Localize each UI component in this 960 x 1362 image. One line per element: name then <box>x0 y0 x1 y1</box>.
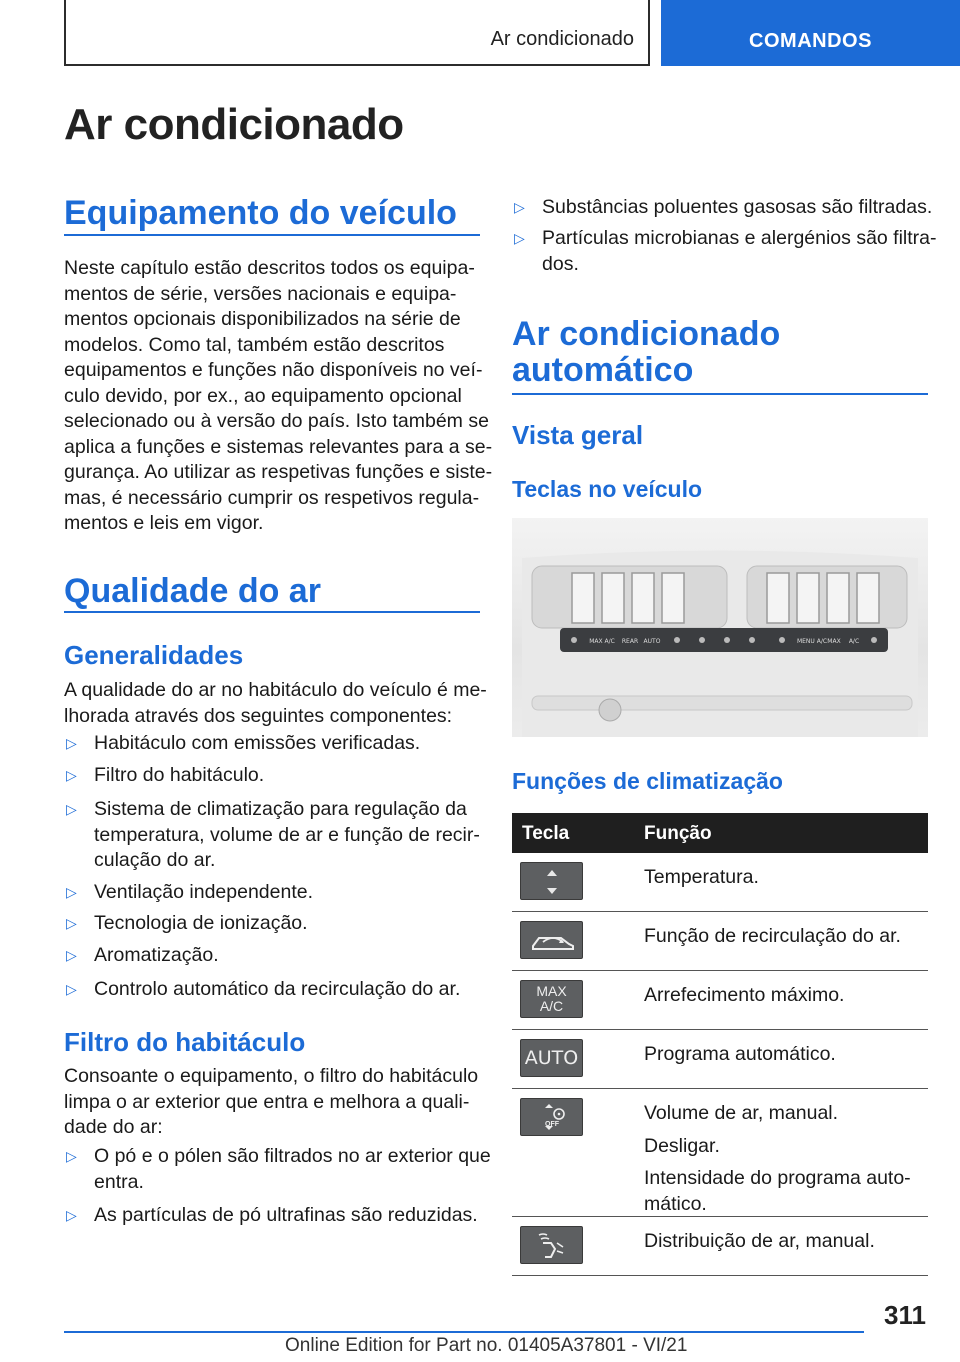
function-text: Distribuição de ar, manual. <box>644 1230 875 1252</box>
bullet-item <box>64 943 219 969</box>
bullet-text: ▷ As partículas de pó ultrafinas são reduzidas. <box>94 1204 478 1226</box>
table-row <box>512 912 928 971</box>
bullet-text: temperatura, volume de ar e função de recir- <box>94 823 480 846</box>
key-label: OFF <box>545 1121 559 1128</box>
bullet-text: ▷ Filtro do habitáculo. <box>94 764 265 786</box>
text-line: gurança. Ao utilizar as respetivas funções e siste- <box>64 461 493 483</box>
edition-footer: Online Edition for Part no. 01405A37801 - VI/21 <box>285 1335 688 1356</box>
text-line: mentos e leis em vigor. <box>64 512 264 534</box>
bullet-item <box>64 911 308 937</box>
text-line: mas, é necessário cumprir os respetivos regula- <box>64 486 480 509</box>
text-line: Neste capítulo estão descritos todos os equipa- <box>64 257 475 279</box>
panel-key-label: AUTO <box>643 638 661 645</box>
text-line: mentos de série, versões nacionais e equipa- <box>64 282 457 305</box>
air-quality-heading: Qualidade do ar <box>64 572 321 610</box>
general-heading: Generalidades <box>64 640 244 670</box>
bullet-text: ▷ Substâncias poluentes gasosas são filtradas. <box>542 196 933 218</box>
key-label: AUTO <box>524 1047 579 1069</box>
function-description <box>644 983 924 1016</box>
panel-key-label: MAX A/C <box>589 638 615 645</box>
overview-heading: Vista geral <box>512 420 644 450</box>
function-description <box>644 1101 924 1224</box>
text-line: mentos opcionais disponibilizados na série de <box>64 308 461 330</box>
column-function: Função <box>644 823 712 844</box>
auto-ac-heading-line2: automático <box>512 351 694 389</box>
fan-off-icon <box>520 1098 583 1136</box>
chapter-tab <box>64 0 650 66</box>
text-line: culo devido, por ex., ao equipamento opcional <box>64 384 462 407</box>
climate-panel-photo <box>512 518 928 737</box>
bullet-text: ▷ Controlo automático da recirculação do ar. <box>94 978 461 1000</box>
functions-heading: Funções de climatização <box>512 768 783 794</box>
table-row <box>512 853 928 912</box>
bullet-text: ▷ O pó e o pólen são filtrados no ar exterior que <box>94 1145 491 1167</box>
temperature-arrows-icon <box>520 862 583 900</box>
text-line: aplica a funções e sistemas relevantes para a se- <box>64 435 493 458</box>
equipment-heading: Equipamento do veículo <box>64 194 457 232</box>
max-ac-icon <box>520 980 583 1018</box>
bullet-item <box>512 195 932 221</box>
heading-rule <box>64 234 480 236</box>
chapter-title: Ar condicionado <box>490 28 634 50</box>
section-tab[interactable]: COMANDOS <box>661 0 960 66</box>
panel-key-label: MENU A/C <box>796 638 828 645</box>
key-label: A/C <box>539 998 564 1014</box>
bullet-item <box>64 1144 491 1195</box>
function-text: Programa automático. <box>644 1043 836 1065</box>
function-text: Desligar. <box>644 1134 720 1157</box>
function-description <box>644 1042 924 1075</box>
bullet-text: ▷ Tecnologia de ionização. <box>94 912 308 934</box>
bullet-item <box>64 731 420 757</box>
table-row <box>512 1089 928 1217</box>
bullet-item <box>64 977 460 1003</box>
bullet-text: ▷ Habitáculo com emissões verificadas. <box>94 732 421 754</box>
function-description <box>644 1229 924 1262</box>
bullet-item <box>64 797 480 874</box>
table-row <box>512 971 928 1030</box>
key-label: MAX <box>536 983 567 999</box>
recirculation-car-icon <box>520 921 583 959</box>
panel-key-label: A/C <box>848 638 860 645</box>
filter-heading: Filtro do habitáculo <box>64 1027 306 1057</box>
function-description <box>644 865 924 898</box>
function-text: Arrefecimento máximo. <box>644 984 845 1006</box>
text-line: limpa o ar exterior que entra e melhora a quali- <box>64 1090 470 1113</box>
heading-rule <box>512 393 928 395</box>
text-line: lhorada através dos seguintes componentes: <box>64 704 453 727</box>
function-text: mático. <box>644 1192 707 1215</box>
bullet-text: entra. <box>94 1170 144 1193</box>
bullet-item <box>64 880 313 906</box>
bullet-item <box>512 226 937 277</box>
text-line: A qualidade do ar no habitáculo do veículo é me- <box>64 679 487 701</box>
function-description <box>644 924 924 957</box>
climate-panel-illustration <box>512 518 928 737</box>
air-distribution-icon <box>520 1226 583 1264</box>
function-text: Função de recirculação do ar. <box>644 925 901 947</box>
table-row <box>512 1217 928 1276</box>
bullet-item <box>64 1203 478 1229</box>
bullet-item <box>64 763 264 789</box>
page-title: Ar condicionado <box>64 100 404 149</box>
table-header <box>512 813 928 853</box>
text-line: Consoante o equipamento, o filtro do habitáculo <box>64 1065 479 1087</box>
functions-table <box>512 813 928 1276</box>
table-row <box>512 1030 928 1089</box>
panel-key-label: MAX <box>827 638 841 645</box>
panel-key-label: REAR <box>621 638 639 645</box>
bullet-text: ▷ Ventilação independente. <box>94 881 314 903</box>
bullet-text: dos. <box>542 252 579 275</box>
text-line: equipamentos e funções não disponíveis no veí- <box>64 359 483 381</box>
function-text: Temperatura. <box>644 866 759 888</box>
text-line: modelos. Como tal, também estão descritos <box>64 333 445 356</box>
bullet-text: ▷ Partículas microbianas e alergénios são filtra- <box>542 227 937 249</box>
bullet-text: ▷ Aromatização. <box>94 944 219 966</box>
footer-rule <box>64 1331 864 1333</box>
keys-heading: Teclas no veículo <box>512 476 703 502</box>
function-text: Volume de ar, manual. <box>644 1102 839 1124</box>
heading-rule <box>64 611 480 613</box>
column-key: Tecla <box>522 823 570 844</box>
auto-icon <box>520 1039 583 1077</box>
bullet-text: ▷ Sistema de climatização para regulação da <box>94 798 467 820</box>
bullet-text: culação do ar. <box>94 849 216 871</box>
auto-ac-heading-line1: Ar condicionado <box>512 315 781 353</box>
page-number: 311 <box>884 1300 926 1330</box>
function-text: Intensidade do programa auto- <box>644 1167 911 1189</box>
text-line: selecionado ou à versão do país. Isto também se <box>64 410 489 432</box>
text-line: dade do ar: <box>64 1116 163 1138</box>
